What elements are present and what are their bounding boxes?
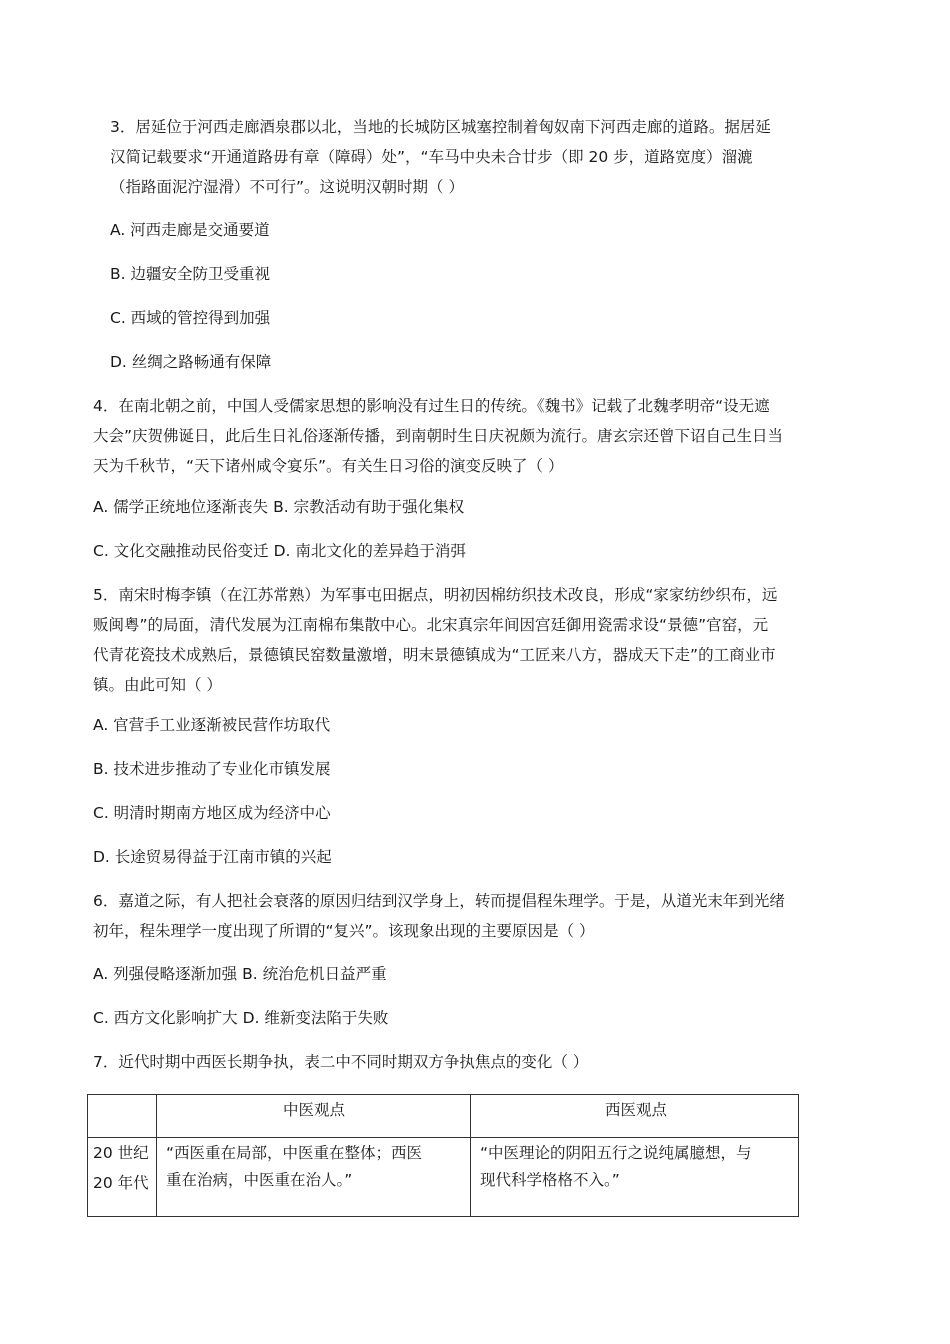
q3-option-d: D. 丝绸之路畅通有保障	[110, 353, 272, 371]
q5-stem-line-1: 5．南宋时梅李镇（在江苏常熟）为军事屯田据点，明初因棉纺织技术改良，形成“家家纺纱织布，远	[93, 586, 778, 604]
q5-option-c: C. 明清时期南方地区成为经济中心	[93, 804, 331, 822]
table-tcm-line-2: 重在治病，中医重在治人。”	[166, 1171, 353, 1189]
q3-stem-line-2: 汉简记载要求“开通道路毋有章（障碍）处”，“车马中央未合廿步（即 20 步，道路宽度）溜漉	[110, 148, 753, 166]
table-period-line-2: 20 年代	[93, 1174, 149, 1192]
q4-stem-line-3: 天为千秋节，“天下诸州咸令宴乐”。有关生日习俗的演变反映了（ ）	[93, 457, 564, 475]
q4-options-cd: C. 文化交融推动民俗变迁 D. 南北文化的差异趋于消弭	[93, 542, 466, 560]
q5-stem-line-4: 镇。由此可知（ ）	[93, 676, 222, 694]
table-header-divider	[88, 1137, 798, 1138]
table-divider-1	[156, 1095, 157, 1216]
q3-stem-line-1: 3．居延位于河西走廊酒泉郡以北，当地的长城防区城塞控制着匈奴南下河西走廊的道路。据居延	[110, 118, 771, 136]
q3-stem-line-3: （指路面泥泞湿滑）不可行”。这说明汉朝时期（ ）	[110, 178, 464, 196]
q6-options-cd: C. 西方文化影响扩大 D. 维新变法陷于失败	[93, 1009, 389, 1027]
q3-option-c: C. 西域的管控得到加强	[110, 309, 271, 327]
q4-options-ab: A. 儒学正统地位逐渐丧失 B. 宗教活动有助于强化集权	[93, 498, 465, 516]
q5-option-a: A. 官营手工业逐渐被民营作坊取代	[93, 716, 331, 734]
q5-stem-line-3: 代青花瓷技术成熟后，景德镇民窑数量激增，明末景德镇成为“工匠来八方，器成天下走”的工商业市	[93, 646, 776, 664]
table-wm-line-1: “中医理论的阴阳五行之说纯属臆想，与	[480, 1144, 752, 1162]
q5-option-d: D. 长途贸易得益于江南市镇的兴起	[93, 848, 332, 866]
table-header-tcm: 中医观点	[283, 1101, 346, 1119]
table-divider-2	[470, 1095, 471, 1216]
q6-options-ab: A. 列强侵略逐渐加强 B. 统治危机日益严重	[93, 965, 387, 983]
q7-stem-line-1: 7．近代时期中西医长期争执，表二中不同时期双方争执焦点的变化（ ）	[93, 1053, 589, 1071]
q5-option-b: B. 技术进步推动了专业化市镇发展	[93, 760, 331, 778]
q4-stem-line-1: 4．在南北朝之前，中国人受儒家思想的影响没有过生日的传统。《魏书》记载了北魏孝明帝“设无遮	[93, 397, 770, 415]
q5-stem-line-2: 贩闽粤”的局面，清代发展为江南棉布集散中心。北宋真宗年间因宫廷御用瓷需求设“景德”官窑，元	[93, 616, 769, 634]
table-wm-line-2: 现代科学格格不入。”	[480, 1171, 620, 1189]
comparison-table	[87, 1094, 799, 1217]
q3-option-b: B. 边疆安全防卫受重视	[110, 265, 270, 283]
table-header-wm: 西医观点	[605, 1101, 668, 1119]
table-period-line-1: 20 世纪	[93, 1144, 149, 1162]
table-tcm-line-1: “西医重在局部，中医重在整体；西医	[166, 1144, 423, 1162]
q3-option-a: A. 河西走廊是交通要道	[110, 221, 270, 239]
q6-stem-line-1: 6．嘉道之际，有人把社会衰落的原因归结到汉学身上，转而提倡程朱理学。于是，从道光末年到光绪	[93, 892, 785, 910]
q6-stem-line-2: 初年，程朱理学一度出现了所谓的“复兴”。该现象出现的主要原因是（ ）	[93, 922, 595, 940]
q4-stem-line-2: 大会”庆贺佛诞日，此后生日礼俗逐渐传播，到南朝时生日庆祝颇为流行。唐玄宗还曾下诏自己生日当	[93, 427, 784, 445]
